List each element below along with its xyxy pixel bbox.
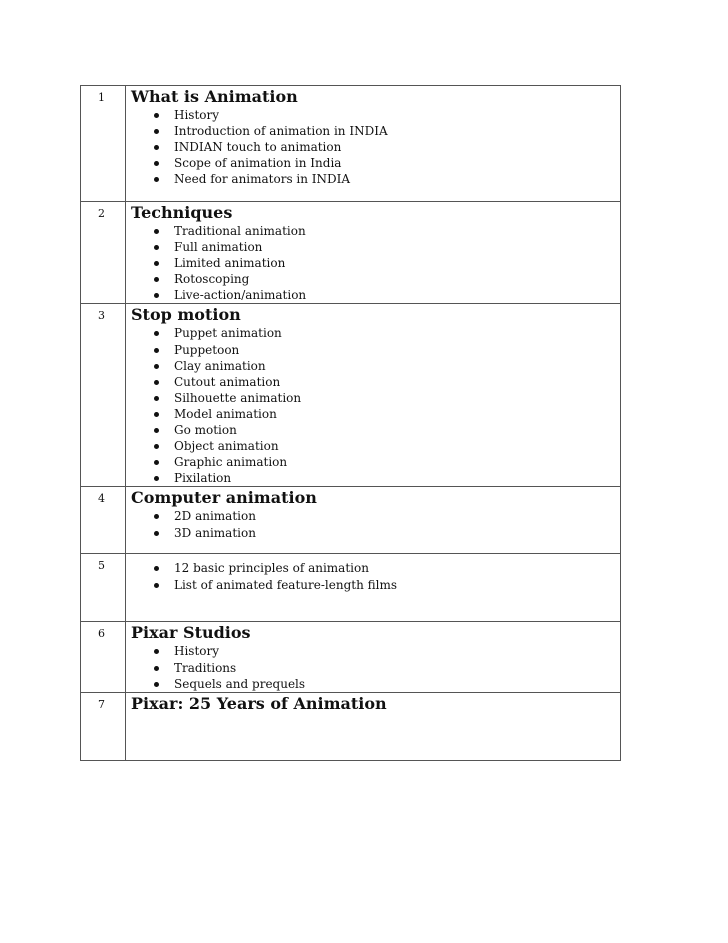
section-title: Stop motion — [131, 305, 241, 325]
row-number: 7 — [98, 697, 105, 711]
bullet-icon — [154, 476, 159, 481]
content-cell — [126, 202, 621, 304]
list-item-text: 3D animation — [174, 525, 256, 540]
table-row — [81, 554, 621, 622]
section-title: What is Animation — [131, 87, 298, 106]
bullet-icon — [154, 229, 159, 234]
bullet-icon — [154, 396, 159, 401]
list-item — [149, 374, 620, 390]
bullet-list — [126, 554, 620, 592]
list-item — [149, 325, 620, 341]
list-item — [149, 107, 620, 123]
table-row — [81, 304, 621, 487]
bullet-list — [126, 325, 620, 486]
bullet-icon — [154, 428, 159, 433]
list-item — [149, 508, 620, 524]
content-cell — [126, 622, 621, 692]
list-item-text: Clay animation — [174, 358, 266, 373]
list-item-text: Traditional animation — [174, 224, 306, 238]
list-item — [149, 422, 620, 438]
row-number: 6 — [98, 627, 105, 641]
row-number: 4 — [98, 492, 105, 506]
row-number: 3 — [98, 309, 105, 323]
list-item — [149, 406, 620, 422]
table-row — [81, 487, 621, 554]
list-item — [149, 155, 620, 171]
list-item — [149, 358, 620, 374]
list-item — [149, 560, 620, 576]
bullet-icon — [154, 460, 159, 465]
row-number-cell — [81, 304, 126, 487]
list-item — [149, 577, 620, 593]
list-item-text: History — [174, 644, 220, 659]
bullet-icon — [154, 145, 159, 150]
row-number-cell — [81, 692, 126, 760]
table-row — [81, 86, 621, 202]
list-item-text: Silhouette animation — [174, 390, 302, 405]
list-item-text: INDIAN touch to animation — [174, 140, 342, 155]
bullet-icon — [154, 129, 159, 134]
bullet-icon — [154, 277, 159, 282]
list-item — [149, 342, 620, 358]
list-item-text: Go motion — [174, 423, 237, 438]
bullet-icon — [154, 649, 159, 654]
list-item — [149, 171, 620, 187]
list-item — [149, 643, 620, 659]
row-number-cell — [81, 622, 126, 692]
list-item-text: Sequels and prequels — [174, 676, 306, 691]
table-row — [81, 692, 621, 760]
bullet-icon — [154, 682, 159, 687]
content-cell — [126, 554, 621, 622]
section-title: Pixar: 25 Years of Animation — [131, 693, 387, 713]
list-item — [149, 660, 620, 676]
bullet-icon — [154, 364, 159, 369]
bullet-icon — [154, 583, 159, 588]
bullet-icon — [154, 666, 159, 671]
list-item — [149, 123, 620, 139]
content-cell — [126, 86, 621, 202]
list-item — [149, 470, 620, 486]
list-item — [149, 454, 620, 470]
bullet-list — [126, 223, 620, 303]
bullet-list — [126, 508, 620, 540]
content-cell — [126, 304, 621, 487]
list-item — [149, 255, 620, 271]
bullet-icon — [154, 444, 159, 449]
section-title: Pixar Studios — [131, 623, 251, 643]
contents-table — [80, 85, 621, 761]
content-cell — [126, 692, 621, 760]
bullet-icon — [154, 261, 159, 266]
row-number-cell — [81, 202, 126, 304]
list-item — [149, 271, 620, 287]
bullet-icon — [154, 331, 159, 336]
list-item-text: Traditions — [174, 660, 237, 675]
content-cell — [126, 487, 621, 554]
list-item — [149, 438, 620, 454]
list-item-text: Puppet animation — [174, 326, 282, 341]
bullet-icon — [154, 380, 159, 385]
list-item-text: Live-action/animation — [174, 288, 307, 303]
bullet-icon — [154, 161, 159, 166]
bullet-icon — [154, 113, 159, 118]
list-item-text: Object animation — [174, 439, 279, 454]
list-item — [149, 390, 620, 406]
table-row — [81, 202, 621, 304]
list-item-text: Pixilation — [174, 471, 232, 486]
list-item-text: Introduction of animation in INDIA — [174, 124, 388, 139]
list-item-text: History — [174, 108, 220, 122]
row-number: 1 — [98, 91, 105, 104]
list-item-text: Rotoscoping — [174, 272, 250, 287]
bullet-icon — [154, 412, 159, 417]
list-item — [149, 287, 620, 303]
table-row — [81, 622, 621, 692]
section-title: Computer animation — [131, 488, 317, 508]
row-number: 5 — [98, 559, 105, 573]
list-item-text: Need for animators in INDIA — [174, 172, 351, 187]
bullet-icon — [154, 245, 159, 250]
bullet-icon — [154, 177, 159, 182]
list-item — [149, 239, 620, 255]
row-number-cell — [81, 554, 126, 622]
bullet-list — [126, 643, 620, 691]
bullet-icon — [154, 348, 159, 353]
list-item-text: Scope of animation in India — [174, 156, 342, 171]
row-number: 2 — [98, 207, 105, 220]
list-item-text: Graphic animation — [174, 455, 288, 470]
list-item-text: Puppetoon — [174, 342, 240, 357]
row-number-cell — [81, 86, 126, 202]
bullet-icon — [154, 531, 159, 536]
row-number-cell — [81, 487, 126, 554]
list-item — [149, 676, 620, 692]
list-item-text: Limited animation — [174, 256, 286, 271]
list-item-text: Model animation — [174, 406, 277, 421]
bullet-icon — [154, 293, 159, 298]
bullet-icon — [154, 514, 159, 519]
bullet-list — [126, 107, 620, 187]
list-item-text: List of animated feature-length films — [174, 577, 397, 592]
bullet-icon — [154, 566, 159, 571]
list-item-text: Cutout animation — [174, 374, 281, 389]
list-item-text: Full animation — [174, 240, 263, 255]
list-item — [149, 525, 620, 541]
section-title: Techniques — [131, 203, 233, 222]
list-item-text: 2D animation — [174, 509, 256, 524]
list-item — [149, 223, 620, 239]
list-item-text: 12 basic principles of animation — [174, 561, 369, 576]
list-item — [149, 139, 620, 155]
